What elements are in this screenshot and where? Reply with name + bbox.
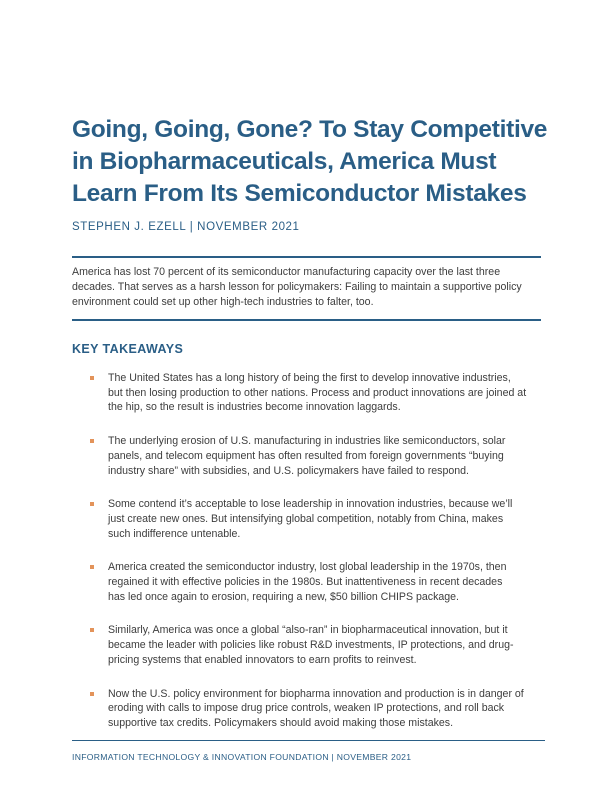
takeaway-line: regained it with effective policies in the 1980s. But inattentiveness in recent decades [108,576,503,589]
title-line: Learn From Its Semiconductor Mistakes [72,180,527,207]
takeaway-line: the hip, so the result is industries become innovation laggards. [108,401,401,414]
page-footer: INFORMATION TECHNOLOGY & INNOVATION FOUNDATION | NOVEMBER 2021 [72,752,412,762]
key-takeaways-list [90,371,550,750]
takeaway-line: became the leader with policies like robust R&D investments, IP protections, and drug- [108,639,514,652]
takeaway-line: eroding with calls to impose drug price controls, weaken IP protections, and roll back [108,702,505,715]
takeaway-line: has led once again to erosion, requiring a new, $50 billion CHIPS package. [108,590,459,603]
takeaway-line: America created the semiconductor industry, lost global leadership in the 1970s, then [108,561,507,574]
takeaway-item [90,623,550,667]
takeaway-line: pricing systems that enabled innovators to earn profits to reinvest. [108,653,417,666]
summary-bottom-divider [72,319,541,321]
takeaway-item [90,687,550,731]
takeaway-line: Now the U.S. policy environment for biopharma innovation and production is in danger of [108,687,524,700]
takeaway-item [90,497,550,541]
summary-paragraph [72,265,541,310]
takeaway-line: Similarly, America was once a global “also-ran” in biopharmaceutical innovation, but it [108,624,508,637]
footer-divider [72,740,545,741]
square-bullet-icon [90,692,94,696]
takeaway-line: Some contend it’s acceptable to lose leadership in innovation industries, because we’ll [108,498,513,511]
takeaway-item [90,371,550,415]
byline: STEPHEN J. EZELL | NOVEMBER 2021 [72,221,300,233]
title-line: in Biopharmaceuticals, America Must [72,148,497,175]
takeaway-line: such indifference untenable. [108,527,241,540]
summary-line: decades. That serves as a harsh lesson for policymakers: Failing to maintain a supportive policy [72,281,522,293]
takeaway-line: The underlying erosion of U.S. manufacturing in industries like semiconductors, solar [108,435,506,448]
takeaway-line: supportive tax credits. Policymakers should avoid making those mistakes. [108,716,454,729]
square-bullet-icon [90,565,94,569]
takeaway-line: just create new ones. But intensifying global competition, notably from China, makes [108,512,504,525]
takeaway-line: but then losing production to other nations. Process and product innovations are joined at [108,386,527,399]
square-bullet-icon [90,376,94,380]
square-bullet-icon [90,502,94,506]
summary-line: America has lost 70 percent of its semiconductor manufacturing capacity over the last three [72,266,501,278]
summary-top-divider [72,256,541,258]
square-bullet-icon [90,628,94,632]
takeaway-item [90,434,550,478]
takeaway-line: industry share” with subsidies, and U.S. policymakers have failed to respond. [108,464,469,477]
square-bullet-icon [90,439,94,443]
takeaway-line: The United States has a long history of being the first to develop innovative industries, [108,372,511,384]
takeaway-item [90,560,550,604]
page-title [72,114,552,210]
key-takeaways-heading: KEY TAKEAWAYS [72,342,184,356]
title-line: Going, Going, Gone? To Stay Competitive [72,116,548,143]
summary-line: environment could set up other high-tech industries to falter, too. [72,296,374,308]
takeaway-line: panels, and telecom equipment has often resulted from foreign governments “buying [108,449,504,462]
